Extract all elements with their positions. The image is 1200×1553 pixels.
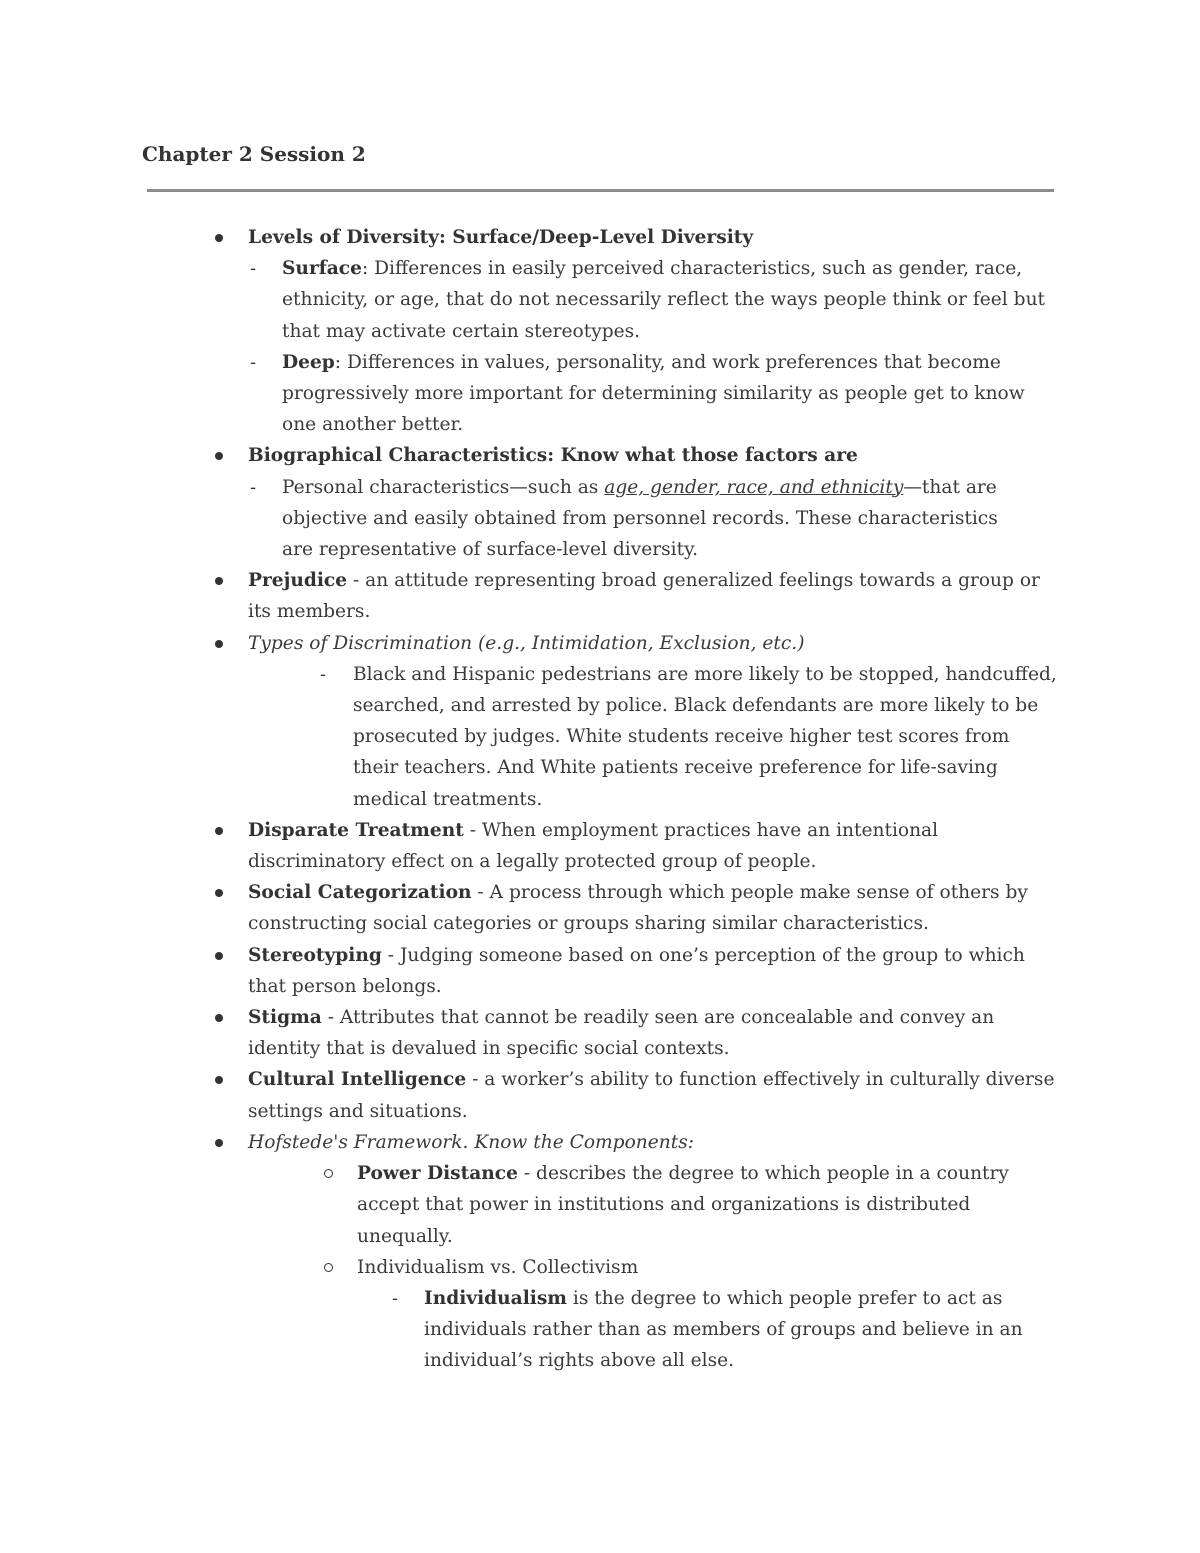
definition: - Attributes that cannot be readily seen are concealable and convey an identity that is devalued in specific social contexts.: [248, 1007, 995, 1060]
bullet-icon: [215, 952, 223, 960]
term: Individualism: [424, 1287, 567, 1309]
dash-icon: -: [250, 476, 257, 498]
definition: - Judging someone based on one’s perception of the group to which that person belongs.: [248, 944, 1025, 997]
list-item: [0, 440, 1058, 471]
list-item: [0, 815, 988, 877]
bullet-icon: [215, 452, 223, 460]
list-item: [0, 222, 1058, 253]
list-item: [0, 940, 1038, 1002]
sub-sub-item: [0, 1283, 1024, 1377]
example-text: Black and Hispanic pedestrians are more likely to be stopped, handcuffed, searched, and arrested by police. Black defendants are more likely to be prosecuted by judges. White students receive higher test scores from their teachers. And White patients receive preference for life-saving medical treatments.: [353, 663, 1057, 810]
list-item: [0, 877, 1038, 939]
bullet-icon: [215, 640, 223, 648]
term: Disparate Treatment: [248, 819, 464, 841]
dash-icon: -: [320, 663, 327, 685]
dash-icon: -: [392, 1287, 399, 1309]
sub-item: [0, 1158, 1017, 1252]
definition: - describes the degree to which people in a country accept that power in institutions and organizations is distributed unequally.: [357, 1163, 1009, 1247]
definition: - an attitude representing broad generalized feelings towards a group or its members.: [248, 570, 1040, 623]
list-item: [0, 1002, 1008, 1064]
term: Stereotyping: [248, 944, 382, 966]
definition: - When employment practices have an intentional discriminatory effect on a legally protected group of people.: [248, 819, 939, 873]
list-item: [0, 1127, 1058, 1158]
bullet-icon: [215, 1014, 223, 1022]
hollow-bullet-icon: [324, 1263, 333, 1272]
list-item: [0, 565, 1058, 627]
bullet-icon: [215, 1139, 223, 1147]
bullet-icon: [215, 1076, 223, 1084]
dash-icon: -: [250, 258, 257, 280]
bullet-icon: [215, 234, 223, 242]
item-heading: Levels of Diversity: Surface/Deep-Level Diversity: [248, 227, 754, 248]
bullet-icon: [215, 577, 223, 585]
page-title: Chapter 2 Session 2: [142, 142, 366, 166]
hollow-bullet-icon: [324, 1169, 333, 1178]
term: Power Distance: [357, 1163, 518, 1185]
sub-item: [0, 253, 1062, 347]
term: Deep: [282, 351, 335, 373]
item-heading: Hofstede's Framework. Know the Components:: [248, 1131, 695, 1153]
emphasized-factors: age, gender, race, and ethnicity: [604, 476, 904, 498]
dash-icon: -: [250, 351, 257, 373]
sub-item: [0, 659, 1058, 815]
term: Social Categorization: [248, 882, 472, 904]
term: Cultural Intelligence: [248, 1069, 467, 1091]
term: Stigma: [248, 1007, 322, 1029]
bullet-icon: [215, 827, 223, 835]
item-heading: Types of Discrimination (e.g., Intimidation, Exclusion, etc.): [248, 632, 805, 654]
sub-heading: Individualism vs. Collectivism: [357, 1256, 639, 1278]
definition: is the degree to which people prefer to act as individuals rather than as members of groups and believe in an individual’s rights above all else.: [424, 1287, 1023, 1372]
sub-item: [0, 1252, 1017, 1283]
definition: : Differences in values, personality, and work preferences that become progressively more important for determining similarity as people get to know one another better.: [282, 351, 1025, 436]
definition: : Differences in easily perceived characteristics, such as gender, race, ethnicity, or age, that do not necessarily reflect the ways people think or feel but that may activate certain stereotypes.: [282, 258, 1046, 342]
list-item: [0, 628, 1058, 659]
horizontal-divider: [147, 189, 1054, 192]
term: Surface: [282, 258, 362, 280]
term: Prejudice: [248, 570, 348, 592]
notes-list: [0, 222, 1200, 1377]
bullet-icon: [215, 889, 223, 897]
sub-item: [0, 347, 1062, 441]
sub-item: - Personal characteristics—such as age, gender, race, and ethnicity—that are objective and easily obtained from personnel records. These characteristics are representative of surface-level diversity.: [0, 472, 1027, 566]
item-heading: Biographical Characteristics: Know what those factors are: [248, 445, 858, 467]
list-item: [0, 1064, 1058, 1126]
definition: - A process through which people make sense of others by constructing social categories or groups sharing similar characteristics.: [248, 882, 1028, 935]
definition: - a worker’s ability to function effectively in culturally diverse settings and situations.: [248, 1069, 1055, 1122]
